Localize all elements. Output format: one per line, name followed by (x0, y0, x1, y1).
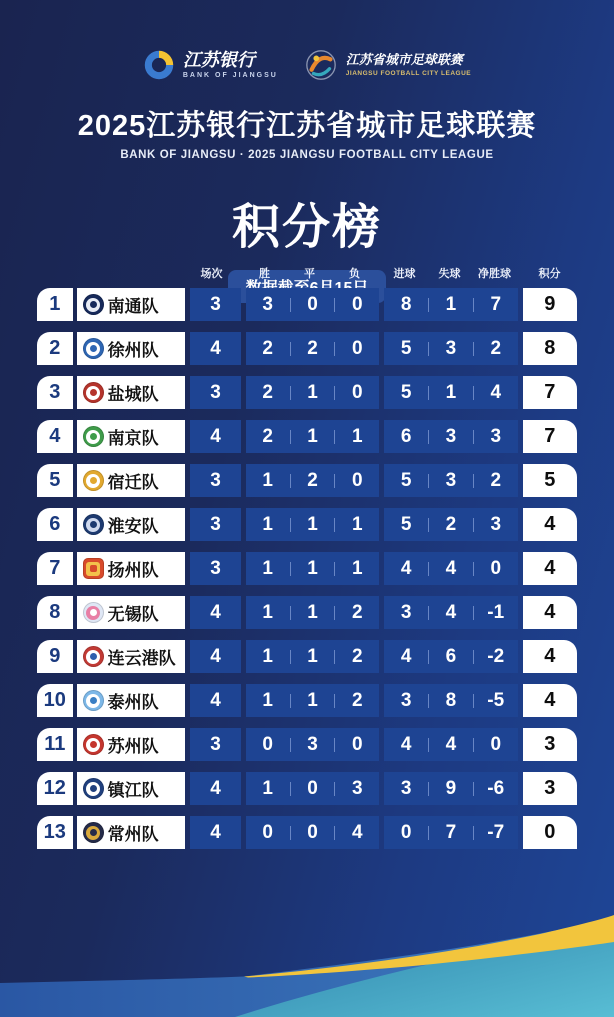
team-logo-ring (86, 518, 100, 532)
col-header-goal-diff: 净胜球 (478, 268, 511, 280)
bank-of-jiangsu-logo (143, 49, 278, 81)
goals-for-value: 5 (400, 381, 412, 403)
draws-value: 1 (307, 513, 318, 535)
draws-value: 1 (307, 689, 318, 711)
goals-against-value: 2 (445, 513, 457, 535)
rank-cell: 8 (37, 596, 73, 629)
draws-value: 3 (307, 733, 318, 755)
team-logo (83, 646, 104, 667)
goal-diff-value: -6 (487, 777, 505, 799)
team-name: 淮安队 (107, 517, 159, 536)
team-cell (77, 816, 186, 849)
goal-diff-value: 3 (490, 513, 502, 535)
team-logo (83, 690, 104, 711)
table-row (37, 464, 577, 497)
goal-diff-value: -1 (487, 601, 505, 623)
played-cell: 4 (190, 684, 240, 717)
team-cell (77, 728, 186, 761)
points-cell: 7 (523, 376, 577, 409)
wdl-cell (246, 772, 379, 805)
team-logo-core (90, 345, 97, 352)
team-name: 泰州队 (107, 693, 159, 712)
col-header-goals-against: 失球 (438, 268, 461, 280)
col-header-played: 场次 (200, 268, 223, 280)
col-header-goals-for: 进球 (393, 268, 416, 280)
logos-row (0, 40, 614, 90)
team-logo (83, 294, 104, 315)
goals-against-value: 8 (445, 689, 457, 711)
wdl-cell (246, 684, 379, 717)
team-logo-core (90, 433, 97, 440)
team-logo (83, 382, 104, 403)
rank-cell: 3 (37, 376, 73, 409)
rank-cell: 6 (37, 508, 73, 541)
draws-value: 1 (307, 645, 318, 667)
team-logo (83, 514, 104, 535)
page-title: 积分榜 (231, 201, 382, 254)
wdl-cell (246, 728, 379, 761)
team-logo-ring (86, 474, 100, 488)
wins-value: 0 (262, 733, 273, 755)
wins-value: 1 (262, 777, 273, 799)
team-name: 徐州队 (107, 341, 159, 360)
rank-cell: 7 (37, 552, 73, 585)
team-name: 南通队 (107, 297, 159, 316)
goals-against-value: 3 (445, 425, 457, 447)
goals-for-value: 3 (400, 777, 412, 799)
bank-name-cn: 江苏银行 (182, 49, 255, 70)
col-header-win: 胜 (259, 268, 270, 280)
draws-value: 2 (307, 337, 318, 359)
goals-cell (384, 508, 517, 541)
goal-diff-value: 4 (490, 381, 502, 403)
wins-value: 2 (262, 381, 273, 403)
points-cell: 3 (523, 728, 577, 761)
subtitle: BANK OF JIANGSU · 2025 JIANGSU FOOTBALL CITY LEAGUE (120, 149, 494, 161)
team-logo-core (90, 521, 97, 528)
team-logo-core (90, 697, 97, 704)
rank-cell: 11 (37, 728, 73, 761)
team-cell (77, 464, 186, 497)
col-header-draw: 平 (304, 268, 315, 280)
team-logo-ring (86, 650, 100, 664)
draws-value: 0 (307, 777, 318, 799)
team-logo-core (90, 785, 97, 792)
team-name: 扬州队 (107, 561, 159, 580)
wins-value: 2 (262, 425, 273, 447)
goals-against-value: 1 (445, 381, 457, 403)
team-logo (83, 778, 104, 799)
team-logo-core (90, 389, 97, 396)
team-name: 镇江队 (107, 781, 159, 800)
team-cell (77, 552, 186, 585)
points-cell: 4 (523, 596, 577, 629)
table-header (37, 264, 577, 282)
bottom-wave-decoration (0, 857, 614, 1017)
team-logo-core (90, 477, 97, 484)
draws-value: 1 (307, 557, 318, 579)
goal-diff-value: -7 (487, 821, 505, 843)
team-name: 常州队 (107, 825, 159, 844)
team-name: 南京队 (107, 429, 159, 448)
wdl-cell (246, 332, 379, 365)
goals-cell (384, 376, 517, 409)
rank-cell: 2 (37, 332, 73, 365)
goals-cell (384, 684, 517, 717)
wdl-cell (246, 640, 379, 673)
team-logo (83, 426, 104, 447)
goals-for-value: 3 (400, 601, 412, 623)
team-cell (77, 508, 186, 541)
draws-value: 1 (307, 601, 318, 623)
draws-value: 1 (307, 381, 318, 403)
table-row (37, 596, 577, 629)
goal-diff-value: 2 (490, 337, 502, 359)
standings-rows (37, 288, 577, 849)
goals-against-value: 4 (445, 601, 457, 623)
played-cell: 3 (190, 552, 240, 585)
points-cell: 3 (523, 772, 577, 805)
wdl-cell (246, 420, 379, 453)
goals-cell (384, 728, 517, 761)
goal-diff-value: 0 (490, 733, 502, 755)
points-cell: 0 (523, 816, 577, 849)
goals-cell (384, 332, 517, 365)
goal-diff-value: -5 (487, 689, 505, 711)
bank-swirl-icon (143, 49, 175, 81)
goals-cell (384, 552, 517, 585)
goal-diff-value: 2 (490, 469, 502, 491)
wins-value: 1 (262, 601, 273, 623)
goals-cell (384, 420, 517, 453)
team-logo-core (90, 301, 97, 308)
points-cell: 5 (523, 464, 577, 497)
goals-cell (384, 640, 517, 673)
team-cell (77, 376, 186, 409)
losses-value: 4 (352, 821, 363, 843)
wins-value: 1 (262, 645, 273, 667)
team-logo (83, 734, 104, 755)
bank-name-en: BANK OF JIANGSU (182, 72, 278, 80)
losses-value: 0 (352, 733, 363, 755)
team-name: 盐城队 (107, 385, 159, 404)
table-row (37, 772, 577, 805)
losses-value: 0 (352, 293, 363, 315)
losses-value: 0 (352, 381, 363, 403)
wins-value: 1 (262, 689, 273, 711)
goals-for-value: 0 (400, 821, 412, 843)
points-cell: 8 (523, 332, 577, 365)
rank-cell: 1 (37, 288, 73, 321)
draws-value: 0 (307, 821, 318, 843)
losses-value: 1 (352, 425, 363, 447)
team-logo-ring (86, 386, 100, 400)
goal-diff-value: 0 (490, 557, 502, 579)
wdl-cell (246, 552, 379, 585)
played-cell: 3 (190, 728, 240, 761)
team-logo-core (90, 609, 97, 616)
goals-cell (384, 288, 517, 321)
played-cell: 3 (190, 288, 240, 321)
wdl-cell (246, 596, 379, 629)
goals-against-value: 6 (445, 645, 457, 667)
wins-value: 1 (262, 513, 273, 535)
team-logo-ring (86, 606, 100, 620)
team-logo-ring (86, 826, 100, 840)
team-logo-ring (86, 342, 100, 356)
team-logo-ring (86, 298, 100, 312)
col-header-wdl-group (242, 265, 377, 281)
table-row (37, 420, 577, 453)
played-cell: 4 (190, 816, 240, 849)
losses-value: 1 (352, 557, 363, 579)
team-cell (77, 684, 186, 717)
table-row (37, 640, 577, 673)
goals-against-value: 1 (445, 293, 457, 315)
losses-value: 2 (352, 601, 363, 623)
points-cell: 4 (523, 640, 577, 673)
rank-cell: 9 (37, 640, 73, 673)
goals-against-value: 9 (445, 777, 457, 799)
played-cell: 4 (190, 420, 240, 453)
wins-value: 2 (262, 337, 273, 359)
losses-value: 0 (352, 337, 363, 359)
league-emblem-icon (304, 48, 338, 82)
goals-for-value: 5 (400, 513, 412, 535)
team-logo-ring (86, 694, 100, 708)
team-name: 无锡队 (107, 605, 159, 624)
rank-cell: 5 (37, 464, 73, 497)
team-logo-ring (86, 738, 100, 752)
league-name-cn: 江苏省城市足球联赛 (345, 52, 463, 68)
team-logo-core (90, 653, 97, 660)
col-header-points: 积分 (538, 268, 561, 280)
goals-against-value: 4 (445, 733, 457, 755)
table-row (37, 508, 577, 541)
losses-value: 3 (352, 777, 363, 799)
goals-for-value: 8 (400, 293, 412, 315)
col-header-loss: 负 (349, 268, 360, 280)
wdl-cell (246, 816, 379, 849)
team-cell (77, 596, 186, 629)
team-logo-ring (86, 562, 100, 576)
draws-value: 2 (307, 469, 318, 491)
goal-diff-value: 7 (490, 293, 502, 315)
team-logo (83, 822, 104, 843)
goals-for-value: 4 (400, 557, 412, 579)
rank-cell: 4 (37, 420, 73, 453)
goals-against-value: 7 (445, 821, 457, 843)
col-header-goals-group (382, 265, 517, 281)
league-logo (304, 48, 471, 82)
team-cell (77, 332, 186, 365)
header (0, 0, 614, 303)
goals-cell (384, 816, 517, 849)
goals-against-value: 3 (445, 469, 457, 491)
draws-value: 1 (307, 425, 318, 447)
wins-value: 1 (262, 557, 273, 579)
points-cell: 7 (523, 420, 577, 453)
team-cell (77, 772, 186, 805)
wins-value: 0 (262, 821, 273, 843)
table-row (37, 332, 577, 365)
goal-diff-value: 3 (490, 425, 502, 447)
team-cell (77, 640, 186, 673)
goals-for-value: 5 (400, 337, 412, 359)
played-cell: 3 (190, 508, 240, 541)
table-row (37, 728, 577, 761)
team-name: 苏州队 (107, 737, 159, 756)
team-logo-ring (86, 430, 100, 444)
points-cell: 4 (523, 684, 577, 717)
table-row (37, 684, 577, 717)
played-cell: 4 (190, 772, 240, 805)
team-logo-core (90, 565, 97, 572)
goals-for-value: 5 (400, 469, 412, 491)
table-row (37, 552, 577, 585)
rank-cell: 12 (37, 772, 73, 805)
losses-value: 0 (352, 469, 363, 491)
rank-cell: 13 (37, 816, 73, 849)
goals-for-value: 3 (400, 689, 412, 711)
goals-against-value: 4 (445, 557, 457, 579)
team-cell (77, 420, 186, 453)
goals-for-value: 4 (400, 645, 412, 667)
team-logo-core (90, 829, 97, 836)
league-name-en: JIANGSU FOOTBALL CITY LEAGUE (345, 69, 472, 77)
team-name: 连云港队 (107, 649, 176, 668)
points-cell: 4 (523, 508, 577, 541)
played-cell: 4 (190, 596, 240, 629)
played-cell: 4 (190, 332, 240, 365)
losses-value: 2 (352, 645, 363, 667)
team-logo (83, 338, 104, 359)
draws-value: 0 (307, 293, 318, 315)
table-row (37, 288, 577, 321)
rank-cell: 10 (37, 684, 73, 717)
team-logo-ring (86, 782, 100, 796)
goals-against-value: 3 (445, 337, 457, 359)
points-cell: 4 (523, 552, 577, 585)
standings-table (37, 264, 577, 860)
team-name: 宿迁队 (107, 473, 159, 492)
wdl-cell (246, 376, 379, 409)
team-logo (83, 470, 104, 491)
goal-diff-value: -2 (487, 645, 505, 667)
team-logo-core (90, 741, 97, 748)
team-logo (83, 558, 104, 579)
played-cell: 3 (190, 376, 240, 409)
goals-cell (384, 464, 517, 497)
team-logo (83, 602, 104, 623)
wdl-cell (246, 288, 379, 321)
wins-value: 3 (262, 293, 273, 315)
goals-for-value: 4 (400, 733, 412, 755)
table-row (37, 376, 577, 409)
team-cell (77, 288, 186, 321)
losses-value: 1 (352, 513, 363, 535)
main-title: 2025江苏银行江苏省城市足球联赛 (77, 110, 537, 142)
goals-cell (384, 596, 517, 629)
wdl-cell (246, 464, 379, 497)
played-cell: 4 (190, 640, 240, 673)
goals-for-value: 6 (400, 425, 412, 447)
points-cell: 9 (523, 288, 577, 321)
played-cell: 3 (190, 464, 240, 497)
wins-value: 1 (262, 469, 273, 491)
goals-cell (384, 772, 517, 805)
losses-value: 2 (352, 689, 363, 711)
wdl-cell (246, 508, 379, 541)
table-row (37, 816, 577, 849)
